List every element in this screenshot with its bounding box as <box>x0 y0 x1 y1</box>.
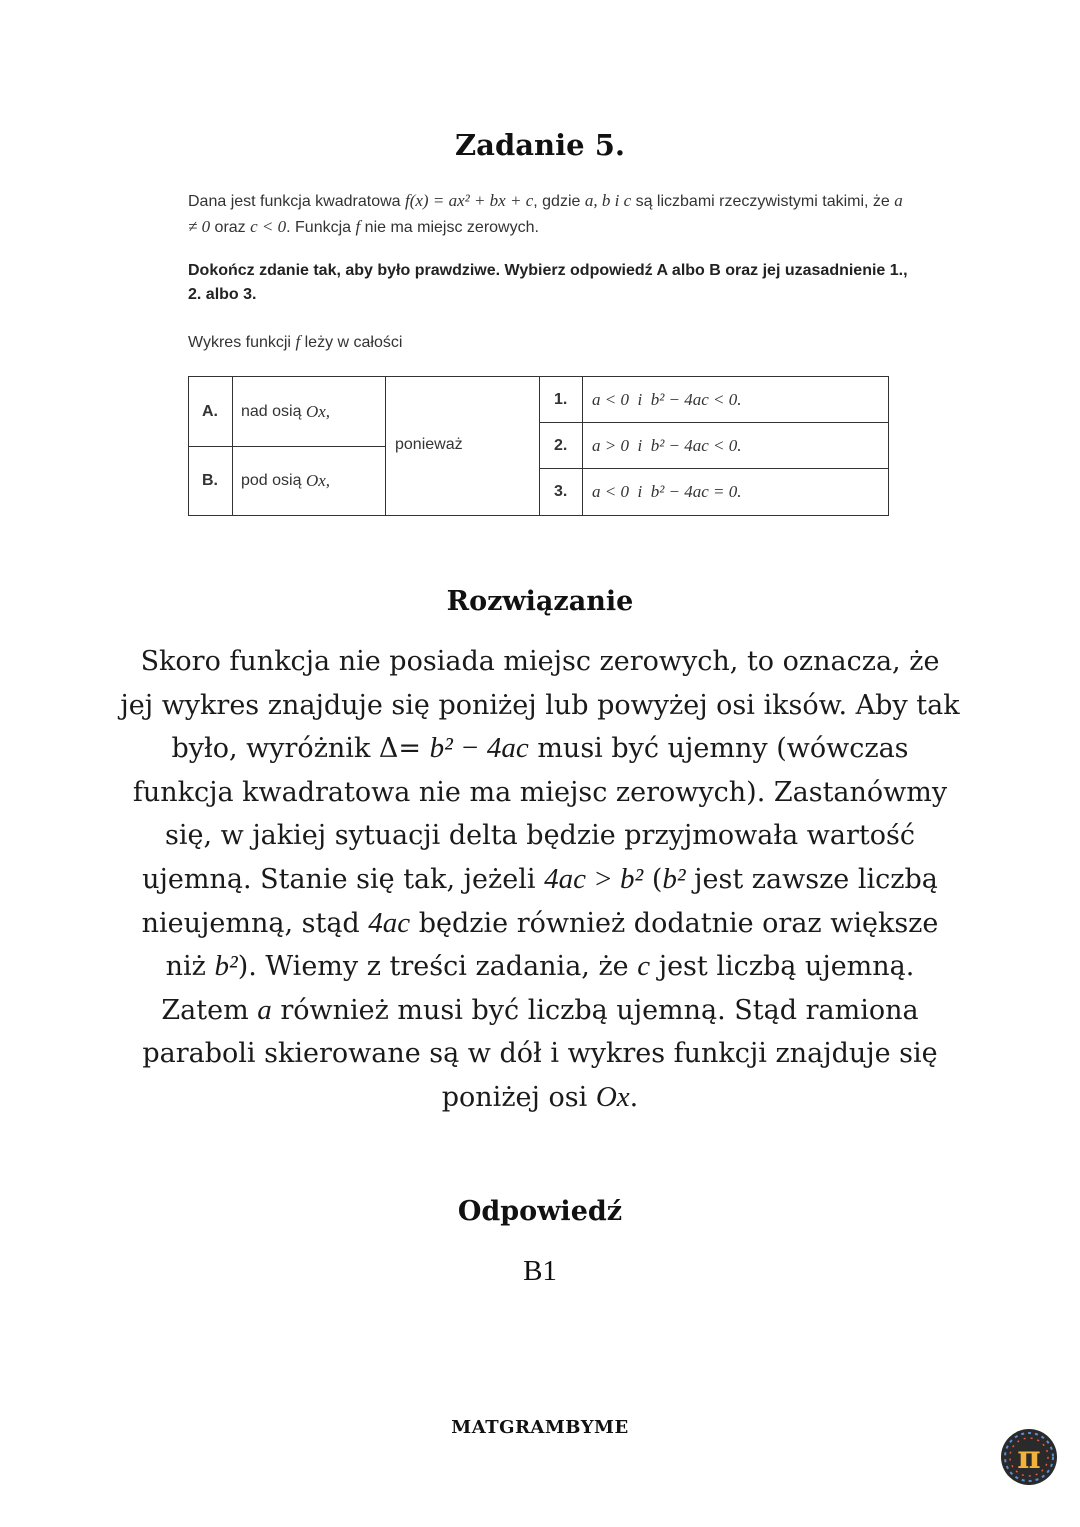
task-instruction: Dokończ zdanie tak, aby było prawdziwe. Wybierz odpowiedź A albo B oraz jej uzasadnienie 1., 2. albo 3. <box>188 262 908 303</box>
connector-text: ponieważ <box>395 436 463 453</box>
answer-title: Odpowiedź <box>457 1196 623 1227</box>
task-title: Zadanie 5. <box>455 128 625 162</box>
reason-1-label: 1. <box>554 390 568 408</box>
function-formula: f(x) = ax² + bx + c <box>405 191 534 210</box>
reason-1-text: a < 0 i b² − 4ac < 0. <box>592 389 742 409</box>
answer-table <box>188 376 889 516</box>
reason-3-label: 3. <box>554 483 568 500</box>
option-a-label: A. <box>202 402 218 420</box>
solution-title: Rozwiązanie <box>446 586 634 617</box>
option-b-label: B. <box>202 472 218 489</box>
pi-logo-icon <box>1000 1428 1058 1486</box>
reason-3-text: a < 0 i b² − 4ac = 0. <box>592 482 742 501</box>
footer-brand: MATGRAMBYME <box>451 1417 629 1438</box>
solution-text: Skoro funkcja nie posiada miejsc zerowych, to oznacza, że jej wykres znajduje się poniżej lub powyżej osi iksów. Aby tak było, wyróżnik Δ= b² − 4ac musi być ujemny (wówczas funkcja kwadratowa nie ma miejsc zerowych). Zastanówmy się, w jakiej sytuacji delta będzie przyjmowała wartość ujemną. Stanie się tak, jeżeli 4ac > b² (b² jest zawsze liczbą nieujemną, stąd 4ac będzie również dodatnie oraz większe niż b²). Wiemy z treści zadania, że c jest liczbą ujemną. Zatem a również musi być liczbą ujemną. Stąd ramiona paraboli skierowane są w dół i wykres funkcji znajduje się poniżej osi Ox. <box>120 646 960 1113</box>
svg-text:π: π <box>1017 1438 1041 1476</box>
answer-value: B1 <box>523 1255 557 1287</box>
task-intro: Dana jest funkcja kwadratowa f(x) = ax² + bx + c, gdzie a, b i c są liczbami rzeczywistymi takimi, że a ≠ 0 oraz c < 0. Funkcja f nie ma miejsc zerowych. <box>188 191 903 236</box>
option-b-text: pod osią Ox, <box>241 471 331 490</box>
reason-2-text: a > 0 i b² − 4ac < 0. <box>592 435 742 455</box>
task-lead: Wykres funkcji f leży w całości <box>188 332 403 351</box>
reason-2-label: 2. <box>554 436 568 454</box>
option-a-text: nad osią Ox, <box>241 401 331 421</box>
